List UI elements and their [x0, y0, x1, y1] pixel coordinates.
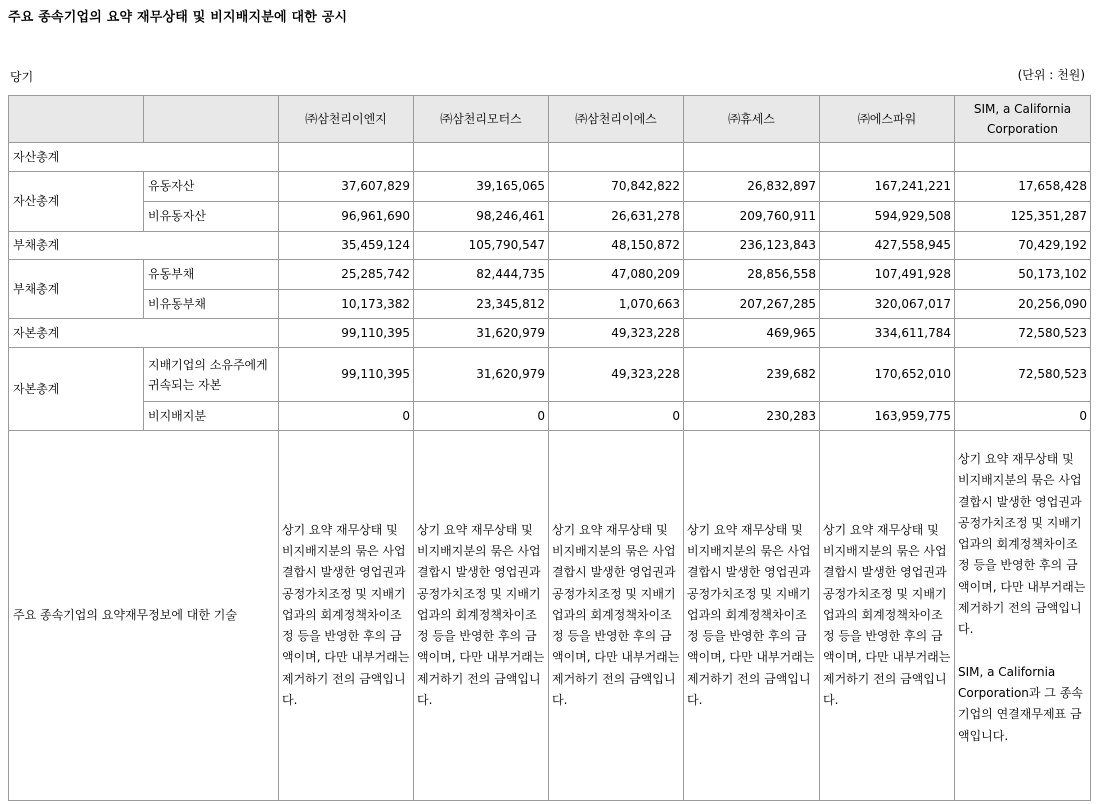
value-cell: 0	[414, 402, 549, 431]
value-cell: 0	[955, 402, 1091, 431]
row-label: 비유동자산	[144, 202, 279, 232]
column-header: ㈜휴세스	[684, 96, 820, 143]
column-header: ㈜삼천리모터스	[414, 96, 549, 143]
row-group-label: 부채총계	[9, 260, 144, 319]
table-row	[9, 348, 1091, 402]
row-label: 자본총계	[9, 319, 279, 348]
value-cell: 26,832,897	[684, 172, 820, 202]
description-cell: 상기 요약 재무상태 및 비지배지분의 묶은 사업결합시 발생한 영업권과 공정가치조정 및 지배기업과의 회계정책차이조정 등을 반영한 후의 금액이며, 다만 내부거래는 제거하기 전의 금액입니다.	[279, 431, 414, 801]
value-cell: 98,246,461	[414, 202, 549, 232]
value-cell: 167,241,221	[820, 172, 955, 202]
value-cell: 207,267,285	[684, 290, 820, 319]
value-cell: 107,491,928	[820, 260, 955, 290]
column-header: ㈜에스파워	[820, 96, 955, 143]
description-text: 상기 요약 재무상태 및 비지배지분의 묶은 사업결합시 발생한 영업권과 공정가치조정 및 지배기업과의 회계정책차이조정 등을 반영한 후의 금액이며, 다만 내부거래는 제거하기 전의 금액입니다.	[958, 452, 1086, 637]
value-cell: 170,652,010	[820, 348, 955, 402]
value-cell: 23,345,812	[414, 290, 549, 319]
value-cell: 48,150,872	[549, 232, 684, 260]
value-cell: 320,067,017	[820, 290, 955, 319]
empty-cell	[820, 143, 955, 172]
value-cell: 20,256,090	[955, 290, 1091, 319]
value-cell: 28,856,558	[684, 260, 820, 290]
table-row	[9, 290, 1091, 319]
value-cell: 125,351,287	[955, 202, 1091, 232]
value-cell: 0	[279, 402, 414, 431]
value-cell: 236,123,843	[684, 232, 820, 260]
row-label: 자산총계	[9, 143, 279, 172]
table-row	[9, 402, 1091, 431]
value-cell: 72,580,523	[955, 319, 1091, 348]
value-cell: 49,323,228	[549, 319, 684, 348]
empty-cell	[414, 143, 549, 172]
row-label: 지배기업의 소유주에게 귀속되는 자본	[144, 348, 279, 402]
value-cell: 35,459,124	[279, 232, 414, 260]
unit-label: (단위 : 천원)	[1017, 68, 1085, 82]
header-blank-1	[9, 96, 144, 143]
table-row	[9, 232, 1091, 260]
value-cell: 230,283	[684, 402, 820, 431]
value-cell: 50,173,102	[955, 260, 1091, 290]
empty-cell	[955, 143, 1091, 172]
value-cell: 163,959,775	[820, 402, 955, 431]
value-cell: 39,165,065	[414, 172, 549, 202]
value-cell: 99,110,395	[279, 348, 414, 402]
value-cell: 99,110,395	[279, 319, 414, 348]
value-cell: 37,607,829	[279, 172, 414, 202]
table-row	[9, 172, 1091, 202]
row-label: 부채총계	[9, 232, 279, 260]
value-cell: 25,285,742	[279, 260, 414, 290]
value-cell: 209,760,911	[684, 202, 820, 232]
value-cell: 334,611,784	[820, 319, 955, 348]
value-cell: 31,620,979	[414, 348, 549, 402]
page-title: 주요 종속기업의 요약 재무상태 및 비지배지분에 대한 공시	[8, 10, 348, 25]
table-row	[9, 143, 1091, 172]
value-cell: 49,323,228	[549, 348, 684, 402]
empty-cell	[684, 143, 820, 172]
description-extra-text: SIM, a California Corporation과 그 종속기업의 연결재무제표 금액입니다.	[958, 664, 1083, 743]
value-cell: 70,842,822	[549, 172, 684, 202]
header-blank-2	[144, 96, 279, 143]
spacer	[958, 641, 1087, 662]
header-row	[9, 96, 1091, 143]
value-cell: 427,558,945	[820, 232, 955, 260]
empty-cell	[549, 143, 684, 172]
table-row	[9, 260, 1091, 290]
period-label: 당기	[10, 70, 34, 84]
value-cell: 1,070,663	[549, 290, 684, 319]
description-cell: 상기 요약 재무상태 및 비지배지분의 묶은 사업결합시 발생한 영업권과 공정가치조정 및 지배기업과의 회계정책차이조정 등을 반영한 후의 금액이며, 다만 내부거래는 제거하기 전의 금액입니다.	[684, 431, 820, 801]
value-cell: 469,965	[684, 319, 820, 348]
description-cell: 상기 요약 재무상태 및 비지배지분의 묶은 사업결합시 발생한 영업권과 공정가치조정 및 지배기업과의 회계정책차이조정 등을 반영한 후의 금액이며, 다만 내부거래는 제거하기 전의 금액입니다.	[549, 431, 684, 801]
row-group-label: 자산총계	[9, 172, 144, 232]
value-cell: 26,631,278	[549, 202, 684, 232]
value-cell: 31,620,979	[414, 319, 549, 348]
value-cell: 239,682	[684, 348, 820, 402]
value-cell: 105,790,547	[414, 232, 549, 260]
value-cell: 96,961,690	[279, 202, 414, 232]
column-header: ㈜삼천리이에스	[549, 96, 684, 143]
row-label: 비유동부채	[144, 290, 279, 319]
column-header: ㈜삼천리이엔지	[279, 96, 414, 143]
table-row	[9, 319, 1091, 348]
row-group-label: 자본총계	[9, 348, 144, 431]
description-cell: 상기 요약 재무상태 및 비지배지분의 묶은 사업결합시 발생한 영업권과 공정가치조정 및 지배기업과의 회계정책차이조정 등을 반영한 후의 금액이며, 다만 내부거래는 제거하기 전의 금액입니다.	[820, 431, 955, 801]
value-cell: 0	[549, 402, 684, 431]
value-cell: 594,929,508	[820, 202, 955, 232]
empty-cell	[279, 143, 414, 172]
financial-table	[8, 95, 1091, 801]
value-cell: 47,080,209	[549, 260, 684, 290]
value-cell: 72,580,523	[955, 348, 1091, 402]
row-label: 유동부채	[144, 260, 279, 290]
description-label: 주요 종속기업의 요약재무정보에 대한 기술	[9, 431, 279, 801]
value-cell: 17,658,428	[955, 172, 1091, 202]
description-cell-sim	[955, 431, 1091, 801]
value-cell: 10,173,382	[279, 290, 414, 319]
row-label: 비지배지분	[144, 402, 279, 431]
table-row	[9, 202, 1091, 232]
column-header: SIM, a California Corporation	[955, 96, 1091, 143]
value-cell: 70,429,192	[955, 232, 1091, 260]
value-cell: 82,444,735	[414, 260, 549, 290]
description-row	[9, 431, 1091, 801]
description-cell: 상기 요약 재무상태 및 비지배지분의 묶은 사업결합시 발생한 영업권과 공정가치조정 및 지배기업과의 회계정책차이조정 등을 반영한 후의 금액이며, 다만 내부거래는 제거하기 전의 금액입니다.	[414, 431, 549, 801]
row-label: 유동자산	[144, 172, 279, 202]
